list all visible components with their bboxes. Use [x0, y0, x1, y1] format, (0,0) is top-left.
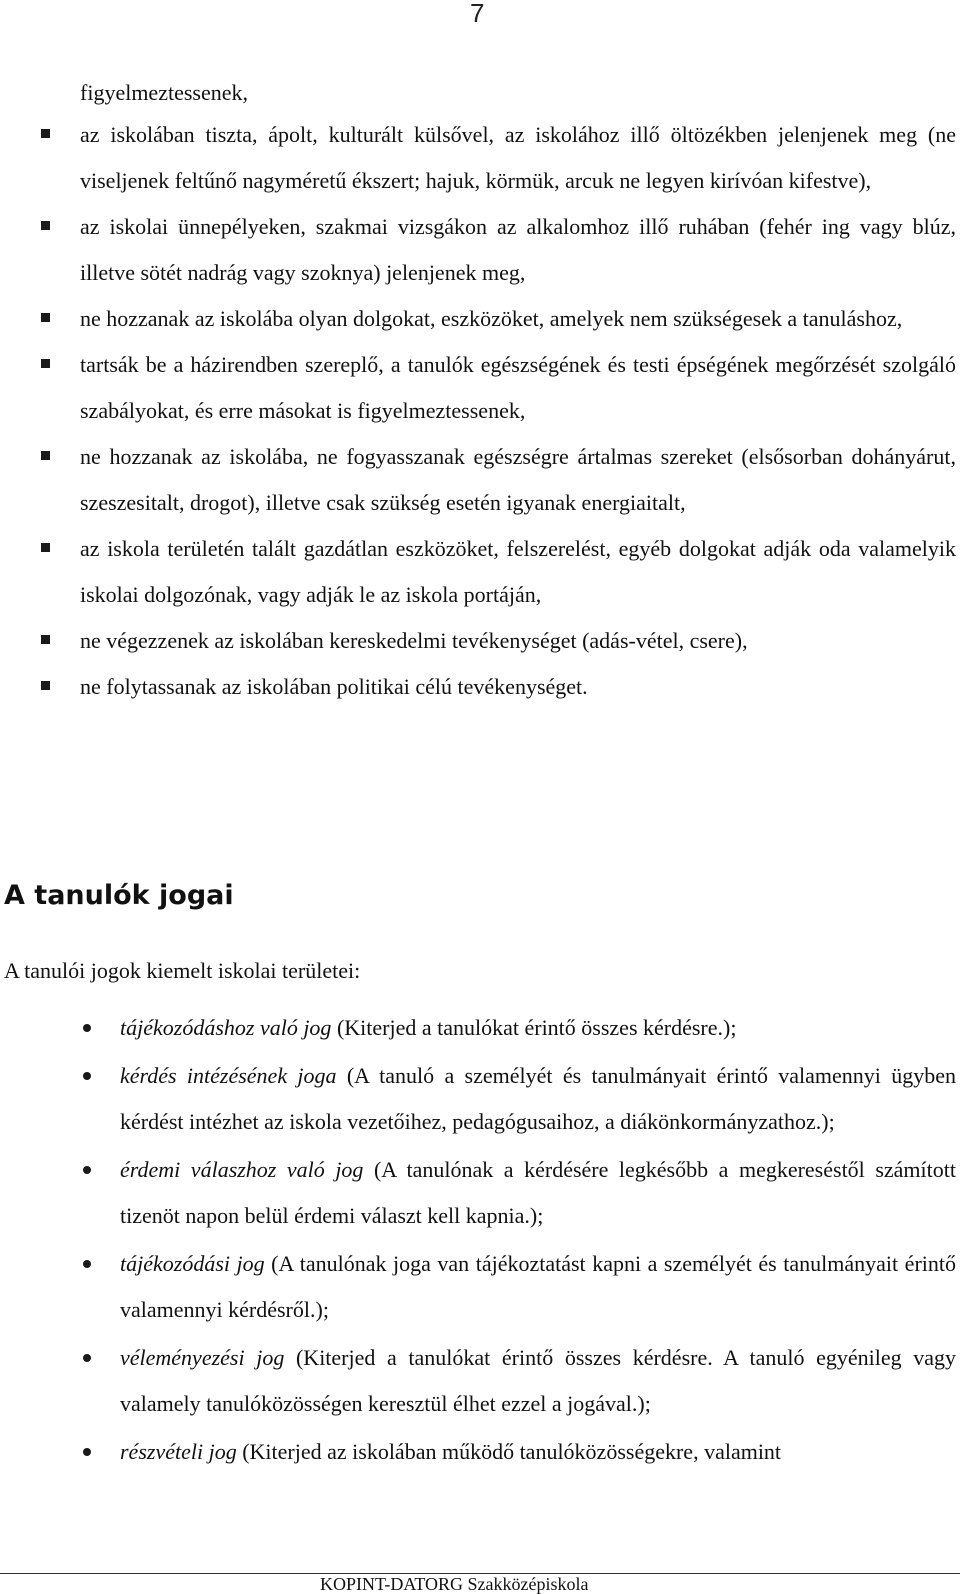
square-bullet-icon [41, 359, 50, 368]
right-description: (Kiterjed a tanulókat érintő összes kérdésre. A tanuló egyénileg vagy valamely tanulóközösségen keresztül élhet ezzel a jogával.); [120, 1345, 956, 1416]
list-item [120, 1429, 956, 1475]
round-bullet-icon [83, 1024, 91, 1032]
square-bullet-icon [41, 129, 50, 138]
list-item-text: tartsák be a házirendben szereplő, a tanulók egészségének és testi épségének megőrzését szolgáló szabályokat, és erre másokat is figyelmeztessenek, [80, 352, 956, 423]
footer-text: KOPINT-DATORG Szakközépiskola [320, 1574, 589, 1594]
round-bullet-icon [83, 1166, 91, 1174]
list-item [120, 1005, 956, 1051]
list-item [80, 664, 956, 710]
square-bullet-icon [41, 635, 50, 644]
list-item [80, 112, 956, 204]
square-bullet-icon [41, 681, 50, 690]
rights-list [120, 1005, 956, 1477]
right-description: (Kiterjed a tanulókat érintő összes kérdésre.); [331, 1015, 737, 1040]
square-bullet-icon [41, 221, 50, 230]
page-number: 7 [470, 0, 485, 28]
section-heading: A tanulók jogai [4, 880, 234, 911]
round-bullet-icon [83, 1448, 91, 1456]
list-item [80, 526, 956, 618]
right-description: (A tanulónak a kérdésére legkésőbb a megkereséstől számított tizenöt napon belül érdemi választ kell kapnia.); [120, 1157, 956, 1228]
list-item-text: az iskolai ünnepélyeken, szakmai vizsgákon az alkalomhoz illő ruhában (fehér ing vagy blúz, illetve sötét nadrág vagy szoknya) jelenjenek meg, [80, 214, 956, 285]
list-item-text: az iskolában tiszta, ápolt, kulturált külsővel, az iskolához illő öltözékben jelenjenek meg (ne viseljenek feltűnő nagyméretű ékszert; hajuk, körmük, arcuk ne legyen kirívóan kifestve), [80, 122, 956, 193]
right-description: (Kiterjed az iskolában működő tanulóközösségekre, valamint [236, 1439, 782, 1464]
list-item-text: az iskola területén talált gazdátlan eszközöket, felszerelést, egyéb dolgokat adják oda valamelyik iskolai dolgozónak, vagy adják le az iskola portáján, [80, 536, 956, 607]
list-item-text: ne folytassanak az iskolában politikai célú tevékenységet. [80, 674, 588, 699]
list-item [80, 618, 956, 664]
list-item [80, 204, 956, 296]
continuation-text: figyelmeztessenek, [80, 80, 248, 105]
round-bullet-icon [83, 1354, 91, 1362]
section-intro: A tanulói jogok kiemelt iskolai területei: [4, 958, 361, 983]
right-term: véleményezési jog [120, 1345, 285, 1370]
list-item-text: ne hozzanak az iskolába, ne fogyasszanak egészségre ártalmas szereket (elsősorban dohányárut, szeszesitalt, drogot), illetve csak szükség esetén igyanak energiaitalt, [80, 444, 956, 515]
conduct-rules-list [80, 112, 956, 710]
right-description: (A tanuló a személyét és tanulmányait érintő valamennyi ügyben kérdést intézhet az iskola vezetőihez, pedagógusaihoz, a diákönkormányzathoz.); [120, 1063, 956, 1134]
right-term: kérdés intézésének joga [120, 1063, 337, 1088]
right-term: tájékozódáshoz való jog [120, 1015, 332, 1040]
list-item [80, 434, 956, 526]
right-description: (A tanulónak joga van tájékoztatást kapni a személyét és tanulmányait érintő valamennyi kérdésről.); [120, 1251, 956, 1322]
list-item [120, 1147, 956, 1239]
right-term: részvételi jog [120, 1439, 237, 1464]
list-item [120, 1335, 956, 1427]
right-term: tájékozódási jog [120, 1251, 265, 1276]
round-bullet-icon [83, 1260, 91, 1268]
list-item [120, 1053, 956, 1145]
list-item [80, 342, 956, 434]
list-item [120, 1241, 956, 1333]
list-item [80, 296, 956, 342]
list-item-text: ne hozzanak az iskolába olyan dolgokat, eszközöket, amelyek nem szükségesek a tanuláshoz, [80, 306, 903, 331]
square-bullet-icon [41, 313, 50, 322]
right-term: érdemi válaszhoz való jog [120, 1157, 364, 1182]
round-bullet-icon [83, 1072, 91, 1080]
list-item-text: ne végezzenek az iskolában kereskedelmi tevékenységet (adás-vétel, csere), [80, 628, 748, 653]
square-bullet-icon [41, 543, 50, 552]
square-bullet-icon [41, 451, 50, 460]
